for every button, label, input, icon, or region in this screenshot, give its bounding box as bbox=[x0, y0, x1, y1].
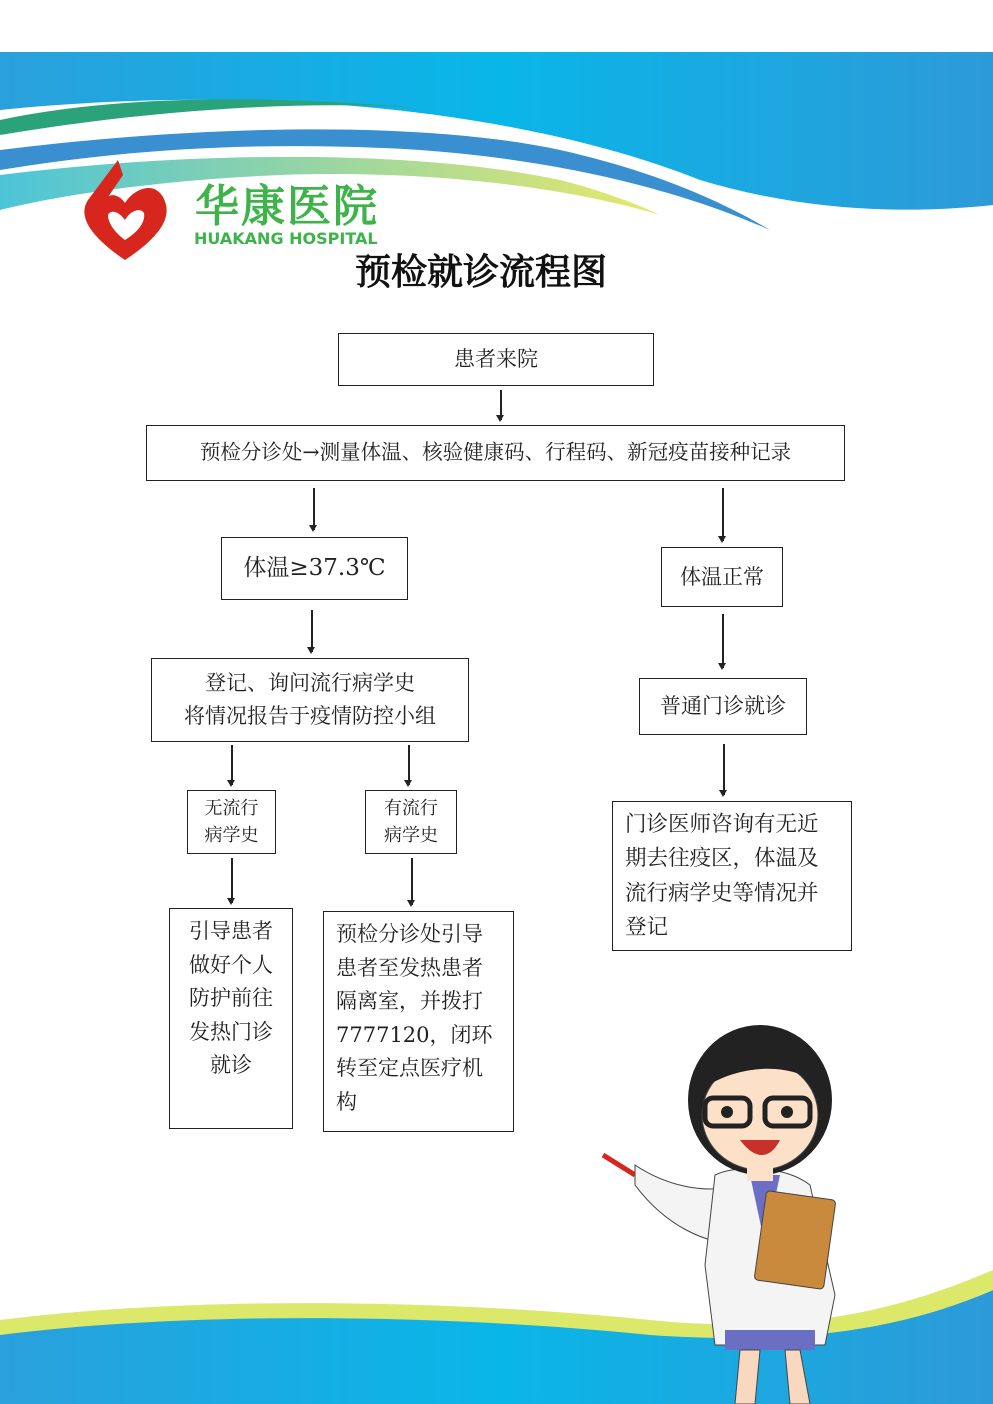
arrow-down bbox=[231, 858, 233, 903]
arrow-down bbox=[411, 858, 413, 905]
text-line: 流行病学史等情况并 bbox=[625, 880, 819, 906]
text-line: 就诊 bbox=[210, 1053, 252, 1078]
arrow-down bbox=[313, 488, 315, 530]
text-line: 防护前往 bbox=[189, 986, 273, 1011]
arrow-down bbox=[500, 390, 502, 420]
text-line: 做好个人 bbox=[189, 952, 273, 977]
text-line: 7777120，闭环 bbox=[336, 1022, 493, 1047]
text-line: 隔离室，并拨打 bbox=[336, 989, 483, 1014]
text-line: 患者至发热患者 bbox=[336, 955, 483, 980]
register-line-2: 将情况报告于疫情防控小组 bbox=[184, 704, 436, 728]
node-isolation bbox=[323, 911, 514, 1132]
text-line: 发热门诊 bbox=[189, 1019, 273, 1044]
no-history-line-1: 无流行 bbox=[204, 798, 259, 819]
node-outpatient: 普通门诊就诊 bbox=[639, 678, 807, 735]
arrow-down bbox=[722, 614, 724, 668]
text-line: 期去往疫区，体温及 bbox=[625, 846, 819, 872]
node-normal: 体温正常 bbox=[661, 547, 783, 607]
arrow-down bbox=[408, 745, 410, 785]
node-no-history bbox=[187, 790, 276, 854]
hospital-name-cn: 华康医院 bbox=[195, 181, 379, 232]
arrow-down bbox=[311, 610, 313, 652]
arrow-down bbox=[723, 744, 725, 795]
register-line-1: 登记、询问流行病学史 bbox=[205, 671, 415, 696]
has-history-line-2: 病学史 bbox=[384, 825, 438, 846]
node-has-history bbox=[365, 790, 457, 854]
page-title: 预检就诊流程图 bbox=[355, 252, 608, 293]
text-line: 转至定点医疗机 bbox=[336, 1056, 483, 1081]
text-line: 门诊医师咨询有无近 bbox=[625, 812, 819, 837]
node-doctor-inquiry bbox=[612, 801, 852, 951]
arrow-down bbox=[722, 488, 724, 541]
has-history-line-1: 有流行 bbox=[384, 798, 438, 819]
text-line: 预检分诊处引导 bbox=[336, 922, 483, 946]
node-fever: 体温≥37.3℃ bbox=[221, 537, 408, 600]
node-triage: 预检分诊处→测量体温、核验健康码、行程码、新冠疫苗接种记录 bbox=[146, 425, 845, 481]
hospital-name-en: HUAKANG HOSPITAL bbox=[194, 229, 378, 248]
doctor-illustration bbox=[595, 1015, 865, 1404]
text-line: 登记 bbox=[625, 915, 669, 941]
text-line: 构 bbox=[336, 1089, 357, 1114]
node-register bbox=[151, 658, 469, 742]
arrow-down bbox=[231, 745, 233, 785]
node-guide-fever-clinic bbox=[169, 908, 293, 1129]
no-history-line-2: 病学史 bbox=[204, 825, 259, 846]
text-line: 引导患者 bbox=[189, 919, 273, 943]
hospital-logo-icon bbox=[78, 155, 173, 265]
node-arrive: 患者来院 bbox=[338, 333, 654, 386]
